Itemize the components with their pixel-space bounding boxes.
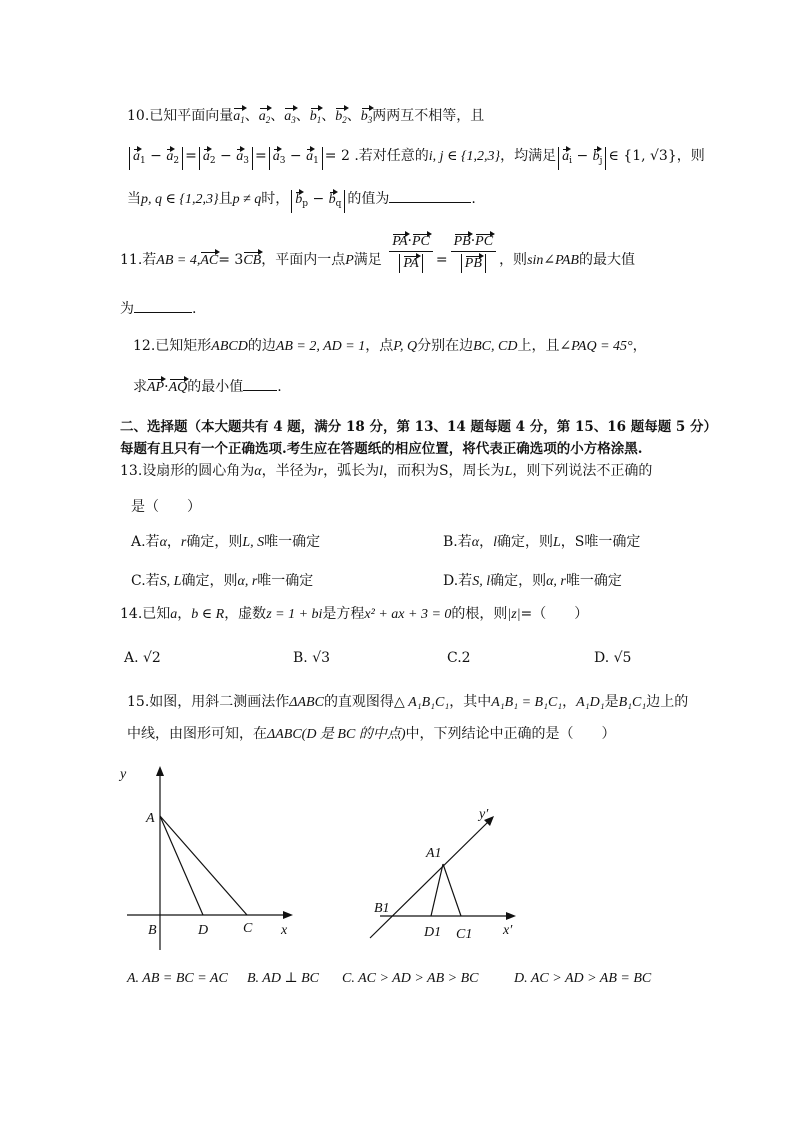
q14-stem: 14.已知a，b ∈ R，虚数z = 1 + bi是方程x² + ax + 3 = 0的根，则|z|=（ ） [120,606,589,622]
label-c1: C1 [456,927,473,942]
q14-option-a[interactable]: A. √2 [124,650,161,666]
q13-stem-2: 是（ ） [131,499,201,515]
q13-option-d[interactable]: D.若S, l确定，则α, r唯一确定 [443,573,622,589]
answer-blank-q12 [243,390,277,391]
y-prime-axis [370,822,488,938]
label-a1: A1 [426,846,442,861]
figure-original-triangle [115,760,305,960]
q10-line2: $a_1 - a_2 = a_2 - a_3 = a_3 - a_1 = 2$ .若对任意的i, j ∈ {1,2,3}，均满足 $a_i - b_j$ ∈ {1, √3}，则 [127,146,705,170]
q15-stem-2: 中线，由图形可知，在ΔABC(D 是 BC 的中点)中，下列结论中正确的是（ ） [127,726,616,742]
q11-line2: 为 . [120,301,197,317]
figure-intuitive-diagram [360,800,540,950]
label-d: D [198,923,209,938]
q13-option-a[interactable]: A.若α，r确定，则L, S唯一确定 [131,534,321,550]
vector-b2: $b_2$ [335,107,347,130]
q13-option-b[interactable]: B.若α，l确定，则L，S唯一确定 [443,534,641,550]
q15-stem: 15.如图，用斜二测画法作ΔABC的直观图得△ A₁B₁C₁，其中A₁B₁ = B₁C₁，A₁D₁是B₁C₁边上的 [127,694,689,710]
answer-blank-q11 [134,312,192,313]
y-axis-arrow-icon [156,766,164,776]
q14-option-b[interactable]: B. √3 [293,650,331,666]
x-prime-axis-arrow-icon [506,912,516,920]
label-b: B [148,923,157,938]
label-x-prime: x′ [503,923,513,938]
q15-option-c[interactable]: C. AC > AD > AB > BC [342,971,479,986]
q15-option-a[interactable]: A. AB = BC = AC [127,971,228,986]
label-c: C [243,921,253,936]
label-b1: B1 [374,901,390,916]
label-x: x [281,923,288,938]
section-2-desc: 每题有且只有一个正确选项.考生应在答题纸的相应位置，将代表正确选项的小方格涂黑. [120,441,643,457]
answer-blank-q10 [389,202,471,203]
segment-a1c1 [443,864,461,916]
q15-option-d[interactable]: D. AC > AD > AB = BC [514,971,652,986]
label-y: y [120,767,127,782]
section-2-title: 二、选择题（本大题共有 4 题，满分 18 分，第 13、14 题每题 4 分，第 15、16 题每题 5 分） [120,419,718,435]
label-a: A [146,811,155,826]
q15-option-b[interactable]: B. AD ⊥ BC [247,971,320,986]
q10-line1: 10.已知平面向量$a_1$、$a_2$、$a_3$、$b_1$、$b_2$、$b_3$两两互不相等，且 [127,106,484,130]
segment-ac [160,816,247,915]
q11-line1: 11.若AB = 4,AC= 3CB，平面内一点P满足 $\frac{PA\cdot PC}{PA}$ = $\frac{PB\cdot PC}{PB}$ ，则sin∠PAB的最大值 [120,233,635,271]
vector-b1: $b_1$ [310,107,322,130]
vector-a3: $a_3$ [284,107,296,130]
x-axis-arrow-icon [283,911,293,919]
label-d1: D1 [424,925,442,940]
q14-option-c[interactable]: C.2 [447,650,471,666]
vector-a1: $a_1$ [233,107,245,130]
label-y-prime: y′ [479,807,489,822]
q14-option-d[interactable]: D. √5 [594,650,632,666]
q13-option-c[interactable]: C.若S, L确定，则α, r唯一确定 [131,573,314,589]
q12-line2: 求AP·AQ的最小值 . [133,377,282,398]
q10-line3: 当p, q ∈ {1,2,3}且p ≠ q时， $b_p - b_q$ 的值为 . [127,189,476,213]
segment-ad [160,816,203,915]
vector-a2: $a_2$ [259,107,271,130]
vector-b3: $b_3$ [361,107,373,130]
q12-line1: 12.已知矩形ABCD的边AB = 2, AD = 1，点P, Q分别在边BC, CD上，且∠PAQ = 45°， [133,338,647,354]
q13-stem: 13.设扇形的圆心角为α，半径为r，弧长为l，而积为S，周长为L，则下列说法不正确的 [120,463,653,479]
